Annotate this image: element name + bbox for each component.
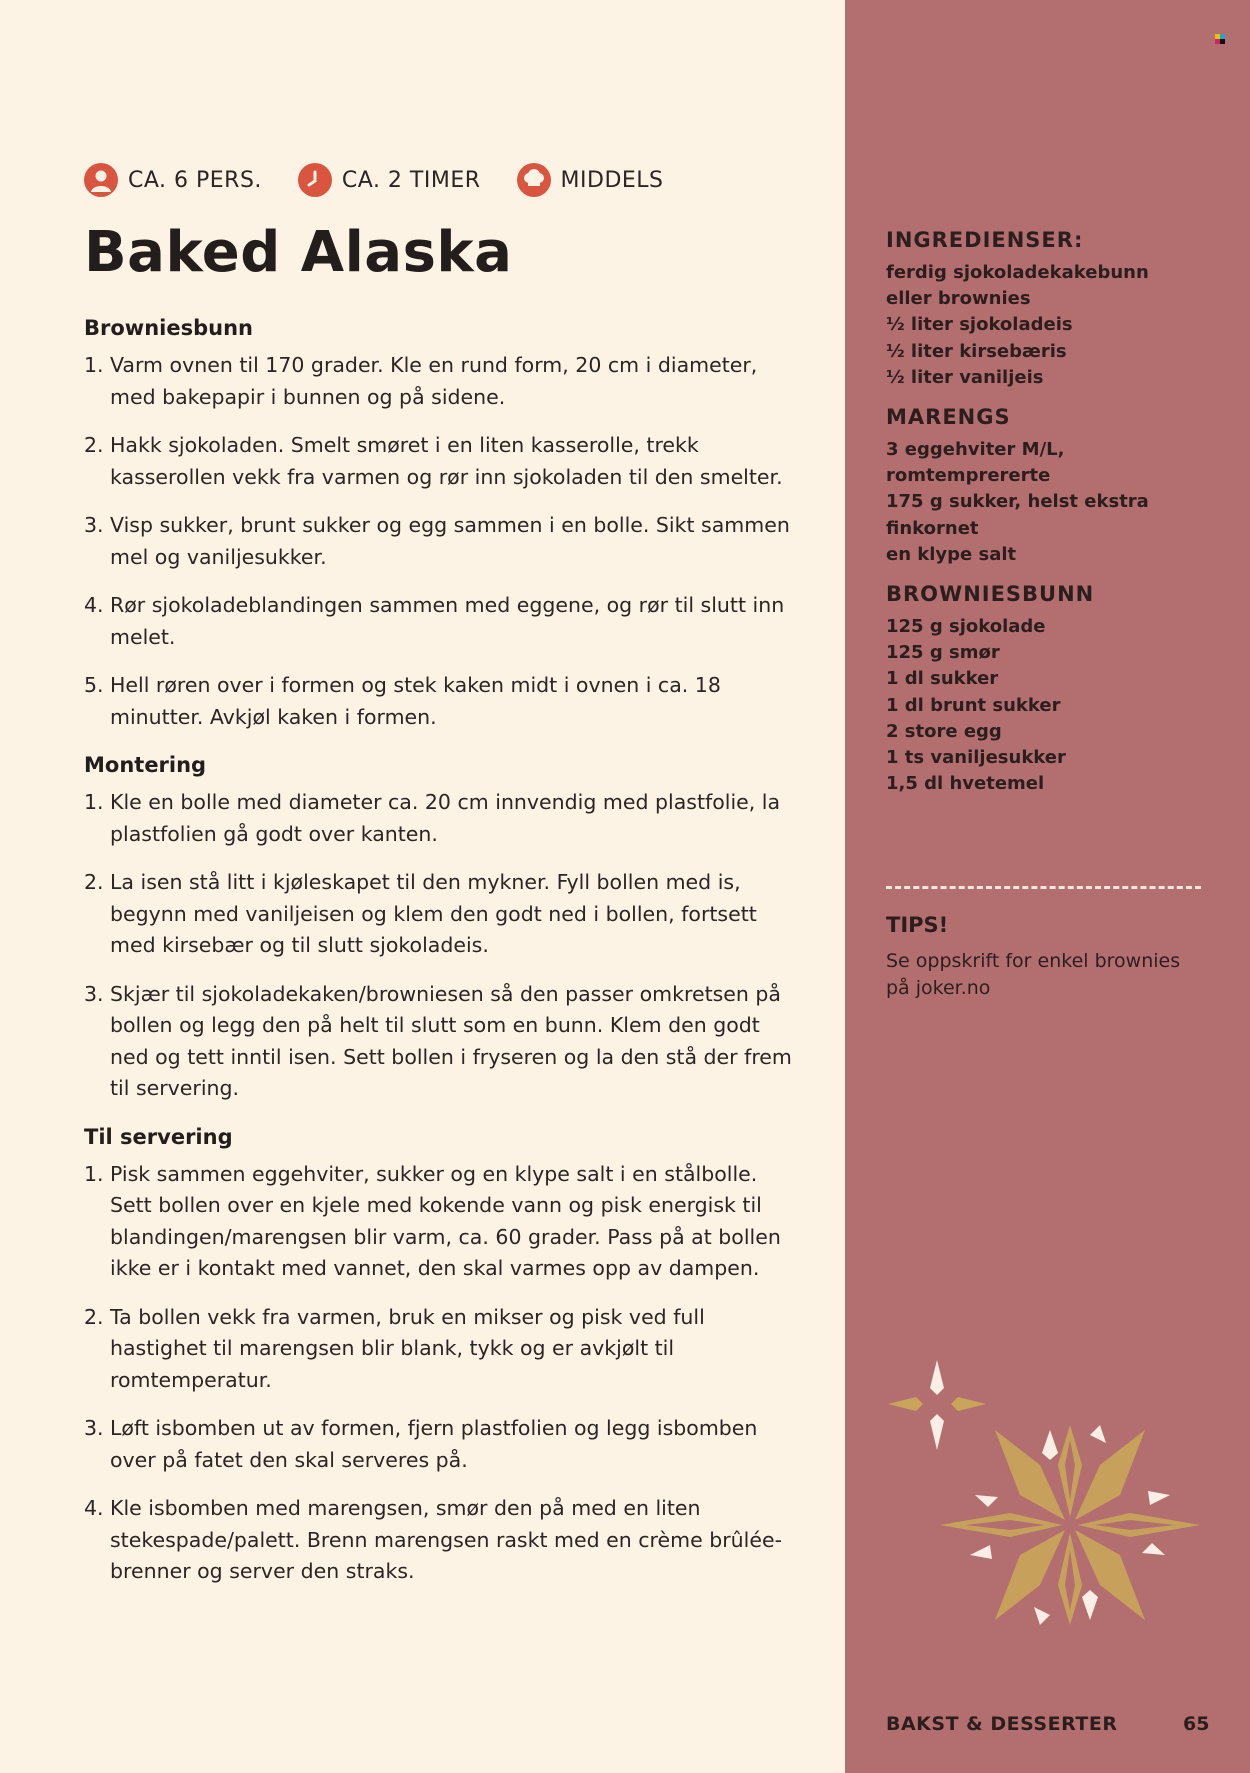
step-item: 1. Pisk sammen eggehviter, sukker og en klype salt i en stålbolle. Sett bollen over en kjele med kokende vann og pisk energisk til blandingen/marengsen blir varm, ca. 60 grader. Pass på at bollen ikke er i kontakt med vannet, den skal varmes opp av dampen. xyxy=(84,1161,781,1280)
ingredient-item: 1,5 dl hvetemel xyxy=(886,773,1045,795)
section-browniesbunn xyxy=(84,316,794,733)
ingredients-list xyxy=(886,260,1216,391)
ingredient-item: romtemprererte xyxy=(886,465,1051,487)
section-montering xyxy=(84,753,794,1105)
step-text: Varm ovnen til 170 grader. Kle en rund form, 20 cm i diameter, med bakepapir i bunnen og på sidene. xyxy=(110,353,758,409)
tips-text: Se oppskrift for enkel brownies på joker.no xyxy=(886,950,1181,999)
step-item: 1. Varm ovnen til 170 grader. Kle en rund form, 20 cm i diameter, med bakepapir i bunnen og på sidene. xyxy=(84,353,758,409)
step-item: 1. Kle en bolle med diameter ca. 20 cm innvendig med plastfolie, la plastfolien gå godt over kanten. xyxy=(84,790,781,846)
tips-heading: TIPS! xyxy=(886,913,949,937)
browniesbunn-heading: BROWNIESBUNN xyxy=(886,582,1095,607)
ingredient-item: 1 ts vaniljesukker xyxy=(886,747,1066,769)
recipe-meta xyxy=(84,163,700,197)
section-title: Montering xyxy=(84,753,207,777)
step-text: Løft isbomben ut av formen, fjern plastfolien og legg isbomben over på fatet den skal serveres på. xyxy=(110,1416,758,1472)
servings-text: CA. 6 PERS. xyxy=(128,167,262,193)
step-text: Kle en bolle med diameter ca. 20 cm innvendig med plastfolie, la plastfolien gå godt over kanten. xyxy=(110,790,781,846)
marengs-heading: MARENGS xyxy=(886,405,1011,430)
step-item: 2. La isen stå litt i kjøleskapet til den mykner. Fyll bollen med is, begynn med vaniljeisen og klem den godt ned i bollen, fortsett med kirsebær og til slutt sjokoladeis. xyxy=(84,870,757,957)
section-til-servering xyxy=(84,1125,794,1588)
step-item: 2. Hakk sjokoladen. Smelt smøret i en liten kasserolle, trekk kasserollen vekk fra varmen og rør inn sjokoladen til den smelter. xyxy=(84,433,783,489)
person-icon xyxy=(84,163,118,197)
clock-icon xyxy=(298,163,332,197)
ingredient-item: finkornet xyxy=(886,517,979,539)
time-meta xyxy=(298,163,481,197)
recipe-instructions xyxy=(84,316,794,1608)
difficulty-meta xyxy=(517,163,664,197)
servings-meta xyxy=(84,163,262,197)
recipe-title: Baked Alaska xyxy=(84,220,513,285)
ingredient-item: en klype salt xyxy=(886,543,1017,565)
page-number: 65 xyxy=(1183,1713,1210,1735)
step-item: 2. Ta bollen vekk fra varmen, bruk en mikser og pisk ved full hastighet til marengsen blir blank, tykk og er avkjølt til romtemperatur. xyxy=(84,1304,705,1392)
time-text: CA. 2 TIMER xyxy=(341,167,481,193)
difficulty-text: MIDDELS xyxy=(560,167,664,193)
ingredient-item: 175 g sukker, helst ekstra xyxy=(886,491,1149,513)
snowflake-icon xyxy=(940,1425,1200,1625)
ingredient-item: eller brownies xyxy=(886,288,1031,310)
sparkle-icon xyxy=(888,1360,986,1450)
ingredient-item: 3 eggehviter M/L, xyxy=(886,439,1065,461)
step-item: 5. Hell røren over i formen og stek kaken midt i ovnen i ca. 18 minutter. Avkjøl kaken i formen. xyxy=(84,673,721,729)
step-text: Pisk sammen eggehviter, sukker og en klype salt i en stålbolle. Sett bollen over en kjele med kokende vann og pisk energisk til blandingen/marengsen blir varm, ca. 60 grader. Pass på at bollen ikke er i kontakt med vannet, den skal varmes opp av dampen. xyxy=(110,1161,781,1280)
section-title: Browniesbunn xyxy=(84,316,253,340)
snowflake-decoration-icon xyxy=(880,1350,1220,1650)
step-item: 3. Visp sukker, brunt sukker og egg sammen i en bolle. Sikt sammen mel og vaniljesukker. xyxy=(84,513,790,569)
ingredient-item: 1 dl brunt sukker xyxy=(886,694,1061,716)
ingredient-item: 2 store egg xyxy=(886,720,1002,742)
ingredient-item: ½ liter vaniljeis xyxy=(886,366,1044,388)
ingredient-item: 125 g sjokolade xyxy=(886,616,1046,638)
footer-category: BAKST & DESSERTER xyxy=(886,1713,1118,1735)
ingredient-item: ½ liter sjokoladeis xyxy=(886,314,1073,336)
ingredient-item: 125 g smør xyxy=(886,642,1000,664)
browniesbunn-list xyxy=(886,614,1216,797)
step-text: Hell røren over i formen og stek kaken midt i ovnen i ca. 18 minutter. Avkjøl kaken i formen. xyxy=(110,673,721,729)
step-item: 4. Kle isbomben med marengsen, smør den på med en liten stekespade/palett. Brenn marengsen raskt med en crème brûlée-brenner og server den straks. xyxy=(84,1496,782,1583)
ingredient-item: ferdig sjokoladekakebunn xyxy=(886,262,1149,283)
step-text: Hakk sjokoladen. Smelt smøret i en liten kasserolle, trekk kasserollen vekk fra varmen og rør inn sjokoladen til den smelter. xyxy=(110,433,783,489)
steps-list xyxy=(84,1159,794,1588)
step-text: Visp sukker, brunt sukker og egg sammen i en bolle. Sikt sammen mel og vaniljesukker. xyxy=(110,513,790,569)
divider xyxy=(886,886,1201,889)
ingredient-item: ½ liter kirsebæris xyxy=(886,340,1067,362)
chef-hat-icon xyxy=(517,163,551,197)
step-text: La isen stå litt i kjøleskapet til den mykner. Fyll bollen med is, begynn med vaniljeisen og klem den godt ned i bollen, fortsett med kirsebær og til slutt sjokoladeis. xyxy=(110,870,757,957)
section-title: Til servering xyxy=(84,1124,233,1149)
step-item: 4. Rør sjokoladeblandingen sammen med eggene, og rør til slutt inn melet. xyxy=(84,593,785,649)
step-item: 3. Løft isbomben ut av formen, fjern plastfolien og legg isbomben over på fatet den skal serveres på. xyxy=(84,1416,758,1472)
step-text: Kle isbomben med marengsen, smør den på med en liten stekespade/palett. Brenn marengsen raskt med en crème brûlée-brenner og server den straks. xyxy=(110,1496,782,1583)
print-marks-icon xyxy=(1215,34,1225,44)
step-text: Rør sjokoladeblandingen sammen med eggene, og rør til slutt inn melet. xyxy=(110,593,785,649)
step-text: Ta bollen vekk fra varmen, bruk en mikser og pisk ved full hastighet til marengsen blir blank, tykk og er avkjølt til romtemperatur. xyxy=(110,1304,705,1392)
ingredients-heading: INGREDIENSER: xyxy=(886,228,1084,252)
ingredients-sidebar xyxy=(886,228,1216,811)
ingredient-item: 1 dl sukker xyxy=(886,668,999,690)
marengs-list xyxy=(886,437,1216,568)
step-item: 3. Skjær til sjokoladekaken/browniesen så den passer omkretsen på bollen og legg den på helt til slutt som en bunn. Klem den godt ned og tett inntil isen. Sett bollen i fryseren og la den stå der frem til servering. xyxy=(84,981,792,1100)
step-text: Skjær til sjokoladekaken/browniesen så den passer omkretsen på bollen og legg den på helt til slutt som en bunn. Klem den godt ned og tett inntil isen. Sett bollen i fryseren og la den stå der frem til servering. xyxy=(110,981,792,1100)
steps-list xyxy=(84,787,794,1105)
steps-list xyxy=(84,350,794,733)
